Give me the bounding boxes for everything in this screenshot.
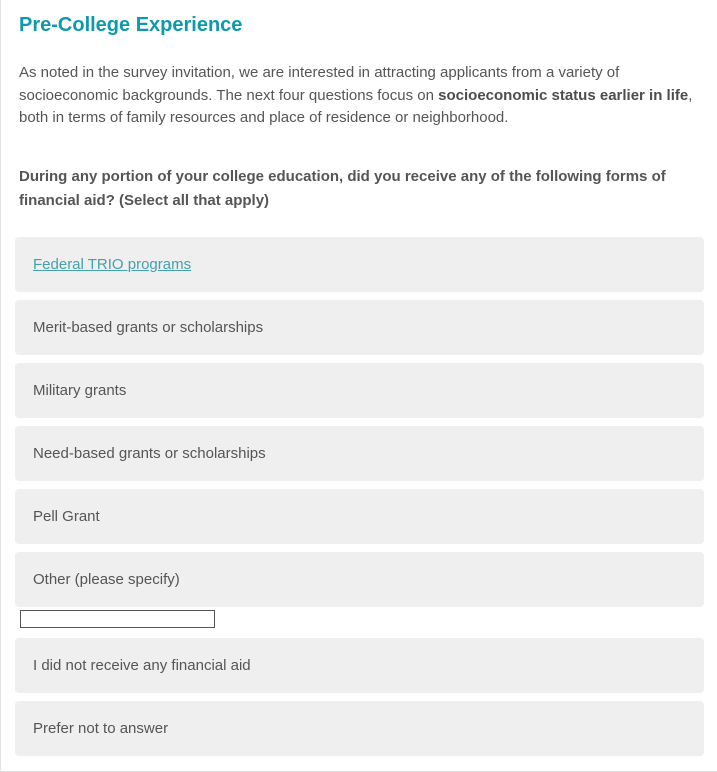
option-other-please-specify[interactable] [15,552,704,607]
option-i-did-not-receive-any-financial-aid[interactable] [15,638,704,693]
page-title: Pre-College Experience [19,14,243,36]
intro-text-end: , both in terms of family resources and place of residence or neighborhood. [19,86,693,126]
option-label: Military grants [33,381,127,399]
option-need-based-grants-or-scholarships[interactable] [15,426,704,481]
intro-paragraph [19,62,703,130]
option-prefer-not-to-answer[interactable] [15,701,704,756]
options-list [1,237,717,756]
option-label: Pell Grant [33,507,100,525]
option-label: I did not receive any financial aid [33,656,251,674]
intro-text-bold: socioeconomic status earlier in life [438,86,689,104]
option-merit-based-grants-or-scholarships[interactable] [15,300,704,355]
option-label: Merit-based grants or scholarships [33,318,264,336]
question-text: During any portion of your college education, did you receive any of the following forms of financial aid? (Select all that apply) [19,167,666,209]
other-specify-input[interactable] [20,610,215,628]
option-federal-trio-programs[interactable] [15,237,704,292]
option-military-grants[interactable] [15,363,704,418]
option-link[interactable]: Federal TRIO programs [33,255,192,273]
option-pell-grant[interactable] [15,489,704,544]
option-label: Other (please specify) [33,570,180,588]
intro-text-start: As noted in the survey invitation, we are interested in attracting applicants from a variety of socioeconomic backgrounds. The next four questions focus on [19,64,620,104]
option-label: Prefer not to answer [33,719,169,737]
option-label: Need-based grants or scholarships [33,444,266,462]
